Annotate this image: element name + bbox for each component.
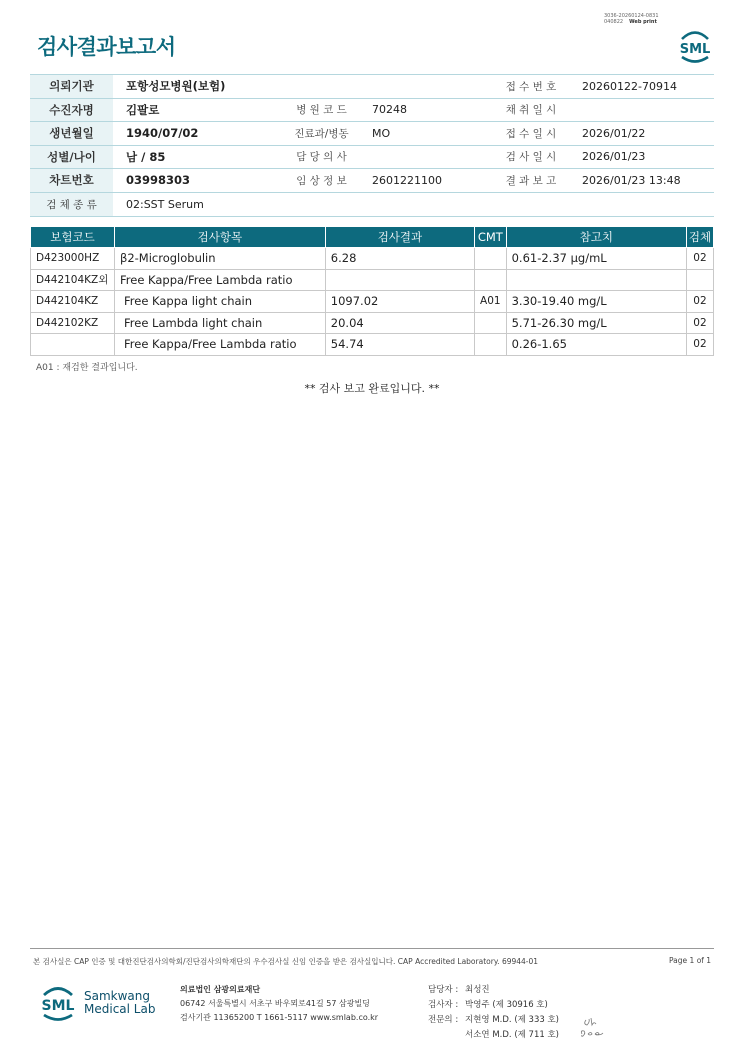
reference-range-cell: 0.61-2.37 μg/mL: [506, 248, 686, 270]
result-row: [31, 269, 714, 291]
test-item-cell: Free Kappa light chain: [114, 291, 325, 313]
staff-row: [428, 998, 559, 1013]
info-label: [283, 75, 360, 99]
reference-range-cell: 0.26-1.65: [506, 334, 686, 356]
result-row: [31, 248, 714, 270]
org-name: 의료법인 삼광의료재단: [180, 985, 261, 994]
result-row: [31, 291, 714, 313]
info-label: 임 상 정 보: [283, 169, 360, 193]
test-item-cell: Free Lambda light chain: [114, 312, 325, 334]
info-label: 수진자명: [30, 98, 113, 122]
results-header-cell: CMT: [475, 227, 507, 248]
test-result-cell: 20.04: [325, 312, 474, 334]
info-value: 김팔로: [113, 98, 283, 122]
info-label: 진료과/병동: [283, 122, 360, 146]
specimen-row: [30, 192, 714, 216]
staff-role: 담당자 :: [428, 985, 459, 995]
test-result-cell: 54.74: [325, 334, 474, 356]
test-result-cell: 6.28: [325, 248, 474, 270]
staff-name: 지현영 M.D. (제 333 호): [465, 1015, 560, 1025]
results-table: [30, 226, 714, 356]
info-label: 병 원 코 드: [283, 98, 360, 122]
lab-name: [84, 990, 155, 1016]
footer-logo-text: SML: [41, 998, 75, 1014]
info-value: [567, 98, 714, 122]
info-value: 포항성모병원(보험): [113, 75, 283, 99]
result-row: [31, 312, 714, 334]
staff-name: 박영주 (제 30916 호): [465, 1000, 548, 1010]
lab-name-line2: Medical Lab: [84, 1002, 156, 1016]
staff-row: [428, 1028, 559, 1043]
staff-role: 검사자 :: [428, 1000, 459, 1010]
staff-name: 서소연 M.D. (제 711 호): [465, 1030, 560, 1040]
patient-info-table: [30, 74, 714, 217]
insurance-code-cell: D442104KZ외: [31, 269, 115, 291]
info-value: MO: [360, 122, 495, 146]
info-value: 1940/07/02: [113, 122, 283, 146]
patient-info-row: [30, 122, 714, 146]
sml-footer-logo-icon: [36, 982, 80, 1024]
footer-divider: [30, 948, 714, 949]
info-label: 접 수 일 시: [495, 122, 567, 146]
info-value: 2601221100: [360, 169, 495, 193]
print-metadata: [604, 13, 684, 25]
info-label: 차트번호: [30, 169, 113, 193]
results-header-cell: 검체: [686, 227, 713, 248]
patient-info-row: [30, 75, 714, 99]
patient-info-row: [30, 98, 714, 122]
staff-row: [428, 1013, 559, 1028]
info-value: 2026/01/22: [567, 122, 714, 146]
cmt-note: A01 : 재검한 결과입니다.: [36, 363, 138, 373]
staff-role: 전문의 :: [428, 1015, 459, 1025]
reference-range-cell: [506, 269, 686, 291]
test-item-cell: Free Kappa/Free Lambda ratio: [114, 334, 325, 356]
staff-role: [428, 1028, 465, 1043]
info-value: 2026/01/23: [567, 145, 714, 169]
result-row: [31, 334, 714, 356]
results-header-cell: 검사결과: [325, 227, 474, 248]
info-label: 결 과 보 고: [495, 169, 567, 193]
results-header-cell: 검사항목: [114, 227, 325, 248]
org-address: 06742 서울특별시 서초구 바우뫼로41길 57 삼광빌딩: [180, 999, 370, 1008]
test-item-cell: β2-Microglobulin: [114, 248, 325, 270]
info-label: 담 당 의 사: [283, 145, 360, 169]
signature-icon: [578, 1010, 612, 1040]
info-value: 03998303: [113, 169, 283, 193]
info-label: 생년월일: [30, 122, 113, 146]
test-item-cell: Free Kappa/Free Lambda ratio: [114, 269, 325, 291]
info-value: 20260122-70914: [567, 75, 714, 99]
insurance-code-cell: D423000HZ: [31, 248, 115, 270]
cmt-cell: [475, 312, 507, 334]
info-value: [360, 145, 495, 169]
info-value: [360, 75, 495, 99]
specimen-cell: [686, 269, 713, 291]
info-value: 2026/01/23 13:48: [567, 169, 714, 193]
patient-info-row: [30, 145, 714, 169]
test-result-cell: 1097.02: [325, 291, 474, 313]
specimen-cell: 02: [686, 334, 713, 356]
reference-range-cell: 3.30-19.40 mg/L: [506, 291, 686, 313]
specimen-cell: 02: [686, 248, 713, 270]
organization-info: [180, 983, 378, 1025]
reference-range-cell: 5.71-26.30 mg/L: [506, 312, 686, 334]
staff-name: 최성진: [465, 985, 490, 995]
cmt-cell: A01: [475, 291, 507, 313]
staff-row: [428, 983, 559, 998]
page-number: Page 1 of 1: [669, 956, 712, 965]
org-contact: 검사기관 11365200 T 1661-5117 www.smlab.co.kr: [180, 1013, 379, 1022]
report-complete-message: ** 검사 보고 완료입니다. **: [304, 382, 440, 395]
print-code: 040822: [604, 19, 624, 25]
test-result-cell: [325, 269, 474, 291]
insurance-code-cell: D442104KZ: [31, 291, 115, 313]
cmt-cell: [475, 334, 507, 356]
staff-list: [428, 983, 559, 1043]
logo-text: SML: [679, 42, 711, 57]
cmt-cell: [475, 269, 507, 291]
specimen-cell: 02: [686, 291, 713, 313]
sml-logo-icon: [674, 26, 716, 66]
results-header-cell: 보험코드: [31, 227, 115, 248]
insurance-code-cell: [31, 334, 115, 356]
info-label: 접 수 번 호: [495, 75, 567, 99]
page-title: 검사결과보고서: [37, 35, 176, 59]
certification-text: 본 검사실은 CAP 인증 및 대한진단검사의학회/진단검사의학재단의 우수검사실 신임 인증을 받은 검사실입니다. CAP Accredited Laboratory. 69944-01: [33, 957, 539, 966]
info-label: 채 취 일 시: [495, 98, 567, 122]
print-id: 3036-20260124-0831: [604, 13, 659, 19]
info-label: 검 사 일 시: [495, 145, 567, 169]
patient-info-row: [30, 169, 714, 193]
info-value: 남 / 85: [113, 145, 283, 169]
info-label: 의뢰기관: [30, 75, 113, 99]
results-header-cell: 참고치: [506, 227, 686, 248]
web-print-label: Web print: [629, 19, 657, 25]
specimen-value: 02:SST Serum: [113, 192, 714, 216]
info-value: 70248: [360, 98, 495, 122]
lab-name-line1: Samkwang: [84, 989, 150, 1003]
specimen-label: 검 체 종 류: [30, 192, 113, 216]
specimen-cell: 02: [686, 312, 713, 334]
insurance-code-cell: D442102KZ: [31, 312, 115, 334]
cmt-cell: [475, 248, 507, 270]
info-label: 성별/나이: [30, 145, 113, 169]
